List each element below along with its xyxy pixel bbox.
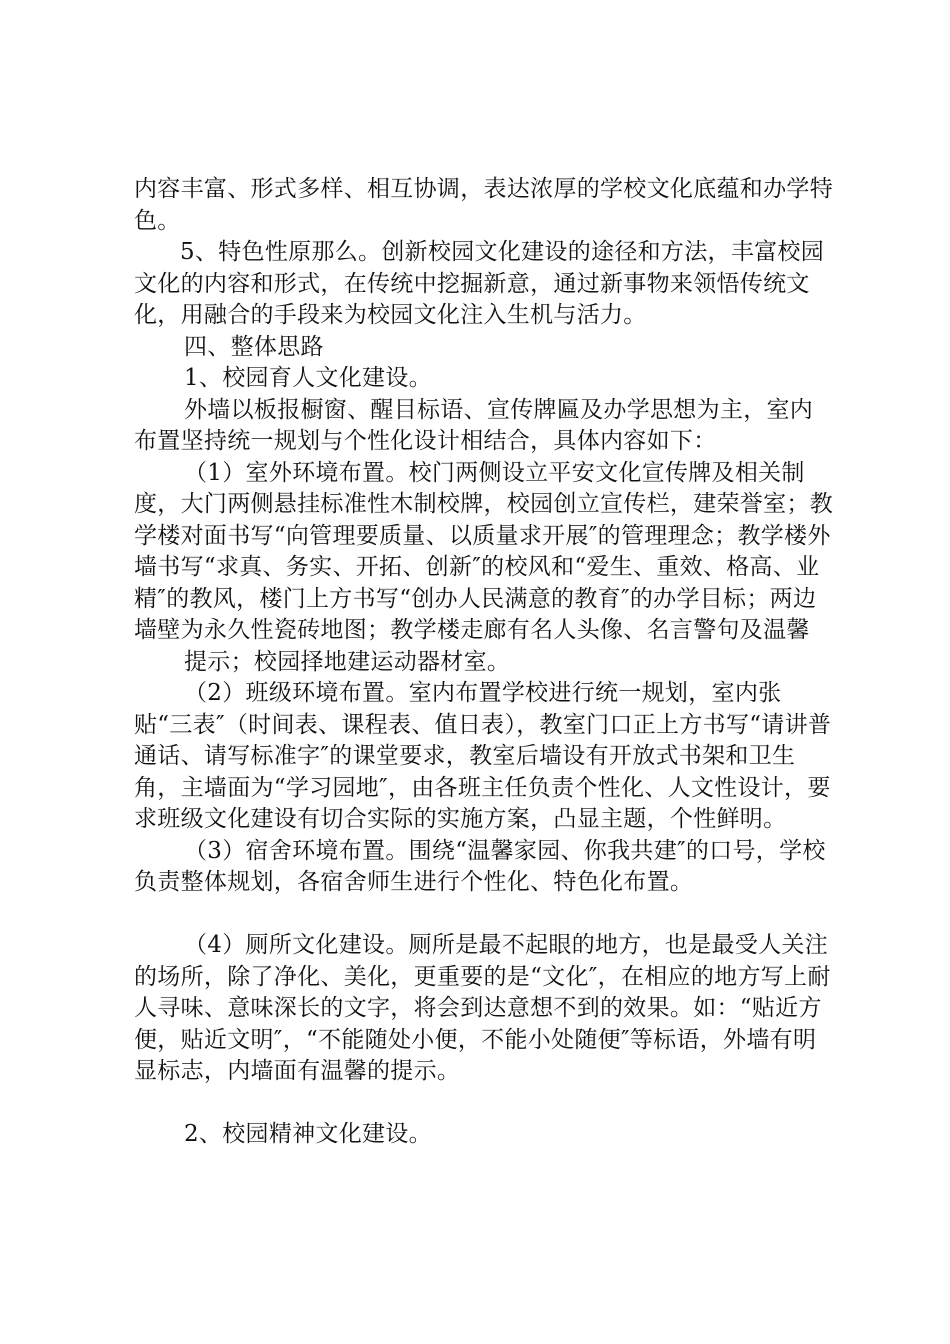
section-heading-overall-idea: 四、整体思路 (184, 333, 324, 360)
subsection-heading-1: 1、校园育人文化建设。 (184, 365, 432, 391)
subsection-heading-2: 2、校园精神文化建设。 (184, 1121, 432, 1147)
paragraph-gap (134, 899, 834, 931)
paragraph-continuation: 内容丰富、形式多样、相互协调，表达浓厚的学校文化底蕴和办学特色。 (134, 176, 833, 234)
paragraph-dorm-environment: （3）宿舍环境布置。围绕“温馨家园、你我共建″的口号，学校负责整体规划，各宿舍师生进行个性化、特色化布置。 (134, 837, 826, 895)
paragraph-exterior-walls: 外墙以板报橱窗、醒目标语、宣传牌匾及办学思想为主，室内布置坚持统一规划与个性化设计相结合，具体内容如下： (134, 396, 814, 454)
paragraph-gap (134, 1088, 834, 1120)
paragraph-principle-5: 5、特色性原那么。创新校园文化建设的途径和方法，丰富校园文化的内容和形式，在传统中挖掘新意，通过新事物来领悟传统文化，用融合的手段来为校园文化注入生机与活力。 (134, 239, 825, 328)
paragraph-class-environment: （2）班级环境布置。室内布置学校进行统一规划，室内张贴“三表″（时间表、课程表、值日表），教室门口正上方书写“请讲普通话、请写标准字″的课堂要求，教室后墙设有开放式书架和卫生角，主墙面为“学习园地″，由各班主任负责个性化、人文性设计，要求班级文化建设有切合实际的实施方案，凸显主题，个性鲜明。 (134, 680, 832, 832)
paragraph-outdoor-environment-end: 提示；校园择地建运动器材室。 (184, 648, 511, 675)
document-body (134, 174, 834, 1151)
paragraph-toilet-culture: （4）厕所文化建设。厕所是最不起眼的地方，也是最受人关注的场所，除了净化、美化，更重要的是“文化″，在相应的地方写上耐人寻味、意味深长的文字，将会到达意想不到的效果。如：“贴近方便，贴近文明″，“不能随处小便，不能小处随便″等标语，外墙有明显标志，内墙面有温馨的提示。 (134, 932, 831, 1084)
paragraph-outdoor-environment: （1）室外环境布置。校门两侧设立平安文化宣传牌及相关制度，大门两侧悬挂标准性木制校牌，校园创立宣传栏，建荣誉室；教学楼对面书写“向管理要质量、以质量求开展″的管理理念；教学楼外墙书写“求真、务实、开拓、创新″的校风和“爱生、重效、格高、业精″的教风，楼门上方书写“创办人民满意的教育″的办学目标；两边墙壁为永久性瓷砖地图；教学楼走廊有名人头像、名言警句及温馨 (134, 459, 833, 643)
